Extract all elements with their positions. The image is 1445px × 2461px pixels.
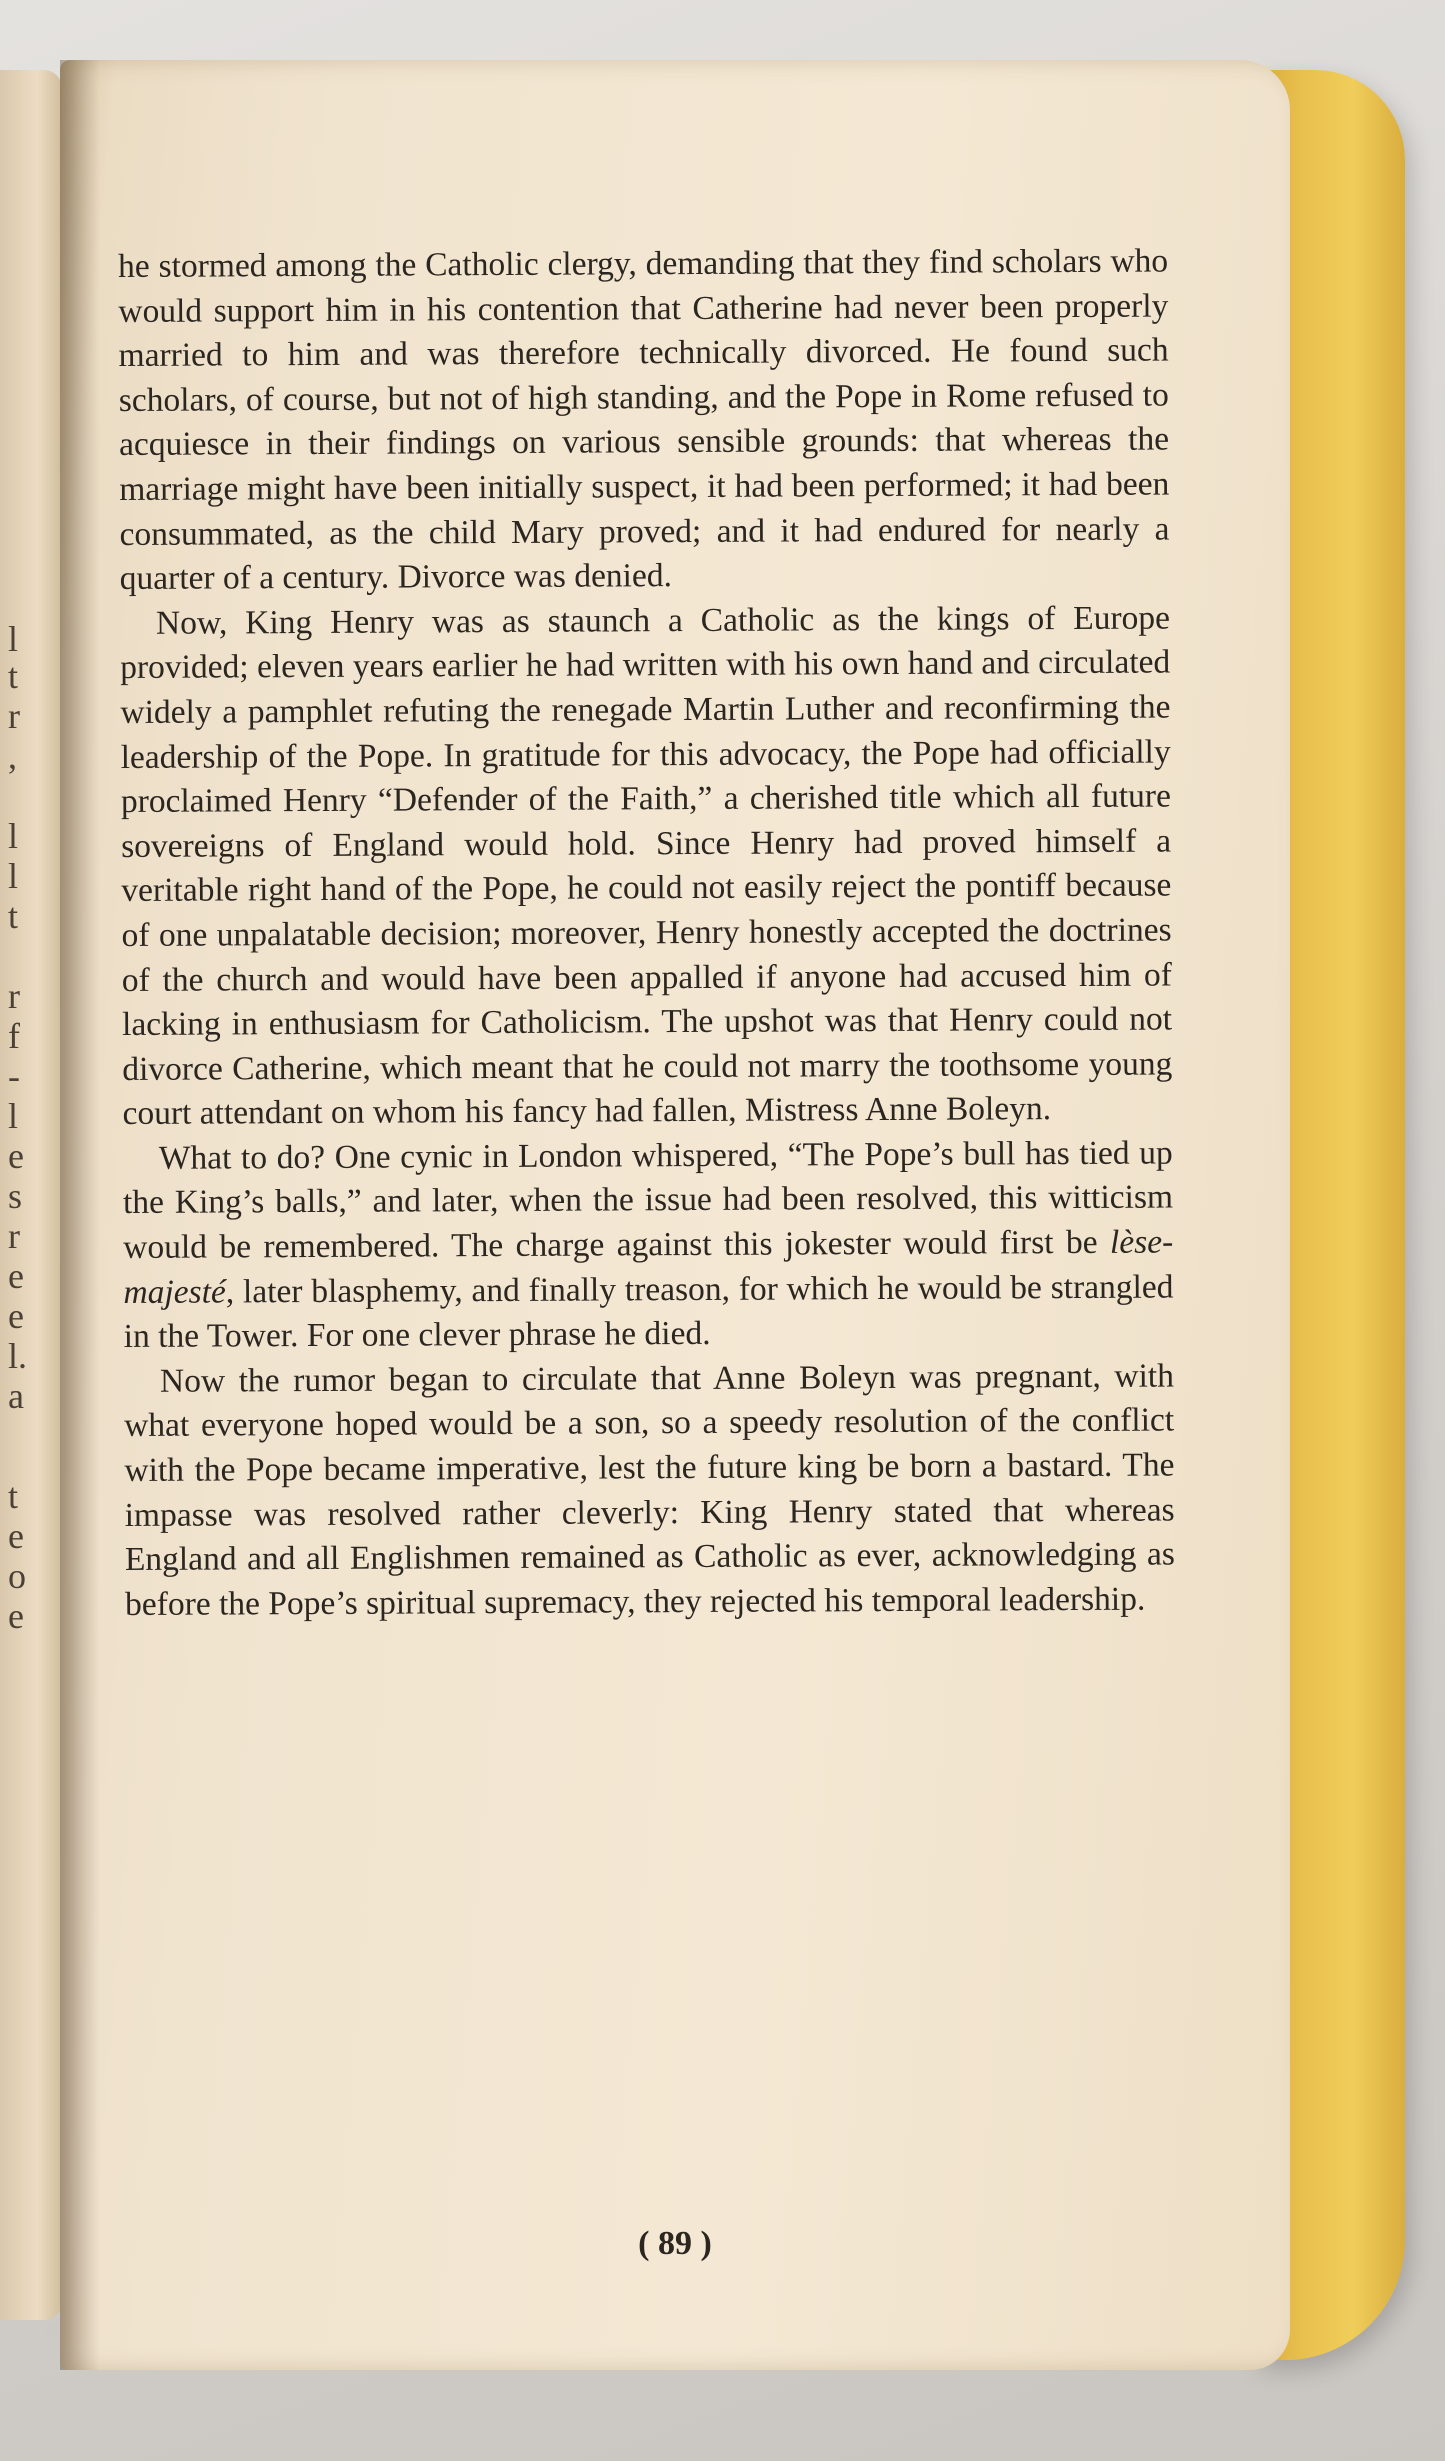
facing-page-fragment: l [8, 619, 19, 659]
facing-page-fragment: r [8, 1216, 20, 1256]
facing-page-fragment: l [8, 856, 19, 896]
paragraph-3-text-b: , later blasphemy, and finally treason, for which he would be strangled in the Tower. For one clever phrase he died. [123, 1268, 1174, 1356]
facing-page-fragment: l [8, 1096, 19, 1136]
facing-page-fragment: e [8, 1516, 24, 1556]
facing-page-fragment: e [8, 1596, 24, 1636]
facing-page-fragment: o [8, 1556, 26, 1596]
facing-page-fragment: t [8, 896, 19, 936]
paragraph-2: Now, King Henry was as staunch a Catholic as the kings of Europe provided; eleven years earlier he had written with his own hand and circulated widely a pamphlet refuting the renegade Martin Luther and reconfirming the leadership of the Pope. In gratitude for this advocacy, the Pope had officially proclaimed Henry “Defender of the Faith,” a cherished title which all future sovereigns of England would hold. Since Henry had proved himself a veritable right hand of the Pope, he could not easily reject the pontiff because of one unpalatable decision; moreover, Henry honestly accepted the doctrines of the church and would have been appalled if anyone had accused him of lacking in enthusiasm for Catholicism. The upshot was that Henry could not divorce Catherine, which meant that he could not marry the toothsome young court attendant on whom his fancy had fallen, Mistress Anne Boleyn. [120, 599, 1173, 1133]
facing-page-fragment: e [8, 1136, 24, 1176]
paragraph-4: Now the rumor began to circulate that Anne Boleyn was pregnant, with what everyone hoped would be a son, so a speedy resolution of the conflict with the Pope became imperative, lest the future king be born a bastard. The impasse was resolved rather cleverly: King Henry stated that whereas England and all Englishmen remained as Catholic as ever, acknowledging as before the Pope’s spiritual supremacy, they rejected his temporal leadership. [124, 1357, 1175, 1623]
gutter-shadow [60, 60, 100, 2370]
facing-page-fragment: e [8, 1296, 24, 1336]
facing-page-fragment: r [8, 976, 20, 1016]
paragraph-3 [123, 1131, 1174, 1359]
facing-page-fragment: f [8, 1016, 20, 1056]
body-text [118, 240, 1175, 1628]
facing-page-fragment: r [8, 696, 20, 736]
paragraph-3-text-a: What to do? One cynic in London whispered, “The Pope’s bull has tied up the King’s balls,” and later, when the issue had been resolved, this witticism would be remembered. The charge against this jokester would first be [122, 1134, 1174, 1267]
facing-page-left [0, 70, 62, 2320]
facing-page-fragment: a [8, 1376, 24, 1416]
facing-page-fragment: t [8, 1476, 19, 1516]
page-number: ( 89 ) [638, 2225, 712, 2262]
facing-page-fragment: s [8, 1176, 23, 1216]
facing-page-fragment: e [8, 1256, 24, 1296]
facing-page-fragment: , [8, 736, 17, 776]
facing-page-fragment: l [8, 816, 19, 856]
facing-page-fragment: - [8, 1056, 20, 1096]
paragraph-3-italic: lèse-majesté [123, 1223, 1174, 1311]
facing-page-fragment: l. [8, 1336, 28, 1376]
facing-page-fragment: t [8, 656, 19, 696]
paragraph-1: he stormed among the Catholic clergy, demanding that they find scholars who would support him in his contention that Catherine had never been properly married to him and was therefore technically divorced. He found such scholars, of course, but not of high standing, and the Pope in Rome refused to acquiesce in their findings on various sensible grounds: that whereas the marriage might have been initially suspect, it had been performed; it had been consummated, as the child Mary proved; and it had endured for nearly a quarter of a century. Divorce was denied. [118, 242, 1170, 598]
